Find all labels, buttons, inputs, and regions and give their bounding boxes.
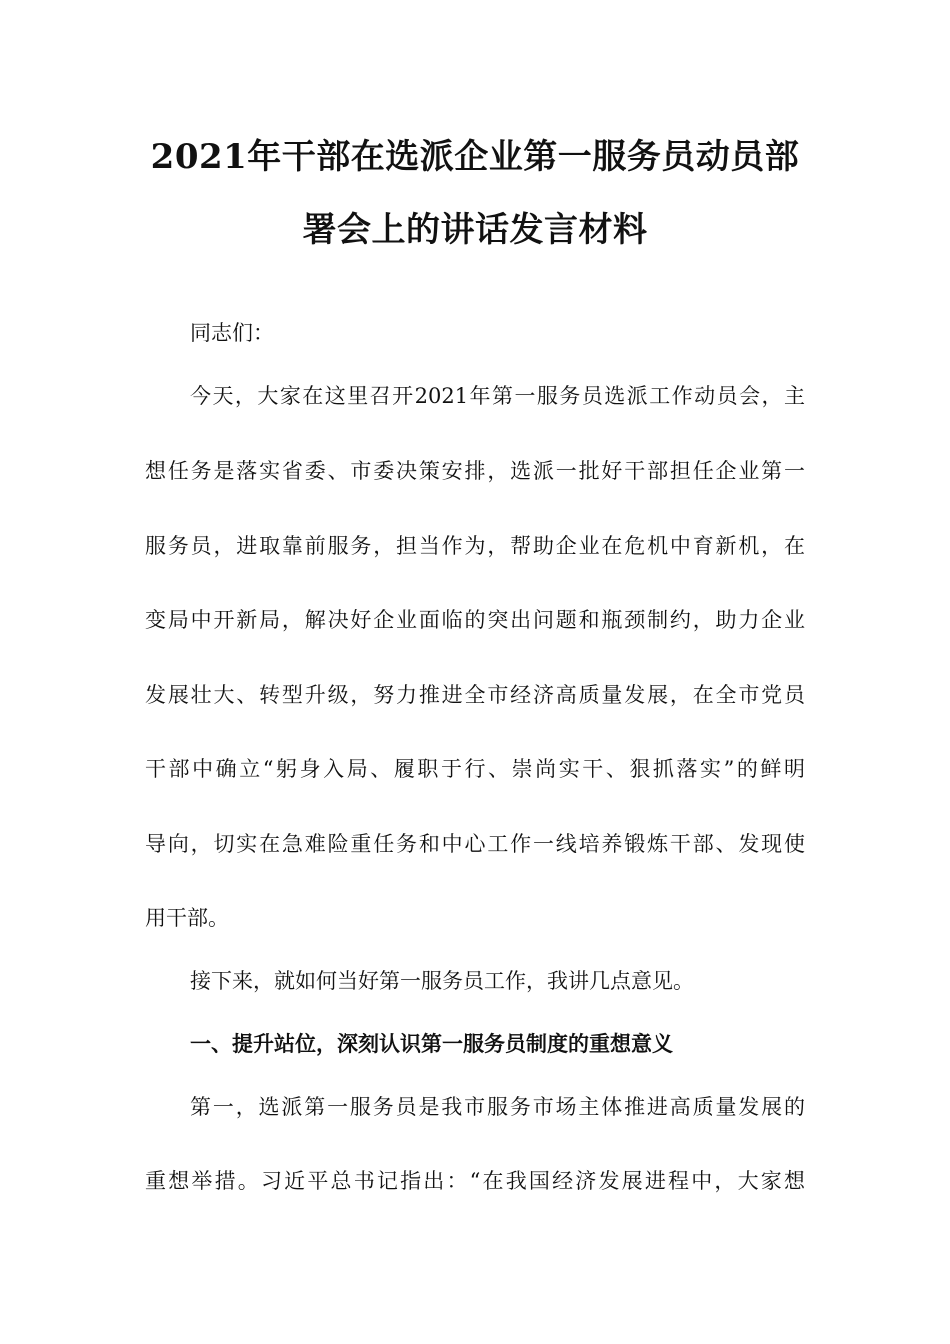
section-heading: 一、提升站位，深刻认识第一服务员制度的重想意义 bbox=[190, 1031, 673, 1056]
paragraph-1-line: 用干部。 bbox=[145, 906, 229, 930]
paragraph-1-line: 变局中开新局，解决好企业面临的突出问题和瓶颈制约，助力企业 bbox=[145, 608, 805, 632]
paragraph-1-line: 发展壮大、转型升级，努力推进全市经济高质量发展，在全市党员 bbox=[145, 683, 805, 707]
paragraph-1-line: 服务员，进取靠前服务，担当作为，帮助企业在危机中育新机，在 bbox=[145, 534, 805, 558]
paragraph-3-line: 第一，选派第一服务员是我市服务市场主体推进高质量发展的 bbox=[190, 1095, 805, 1119]
paragraph-1-line: 想任务是落实省委、市委决策安排，选派一批好干部担任企业第一 bbox=[145, 459, 805, 483]
document-title-line-2: 署会上的讲话发言材料 bbox=[302, 210, 648, 250]
paragraph-2: 接下来，就如何当好第一服务员工作，我讲几点意见。 bbox=[190, 969, 694, 993]
paragraph-1-line: 干部中确立“躬身入局、履职于行、崇尚实干、狠抓落实”的鲜明 bbox=[145, 757, 805, 781]
paragraph-1-line: 导向，切实在急难险重任务和中心工作一线培养锻炼干部、发现使 bbox=[145, 832, 805, 856]
paragraph-1-line: 今天，大家在这里召开2021年第一服务员选派工作动员会，主 bbox=[190, 384, 805, 408]
salutation: 同志们： bbox=[190, 321, 274, 345]
paragraph-3-line: 重想举措。习近平总书记指出：“在我国经济发展进程中，大家想 bbox=[145, 1169, 805, 1193]
document-title-line-1: 2021年干部在选派企业第一服务员动员部 bbox=[150, 137, 800, 177]
